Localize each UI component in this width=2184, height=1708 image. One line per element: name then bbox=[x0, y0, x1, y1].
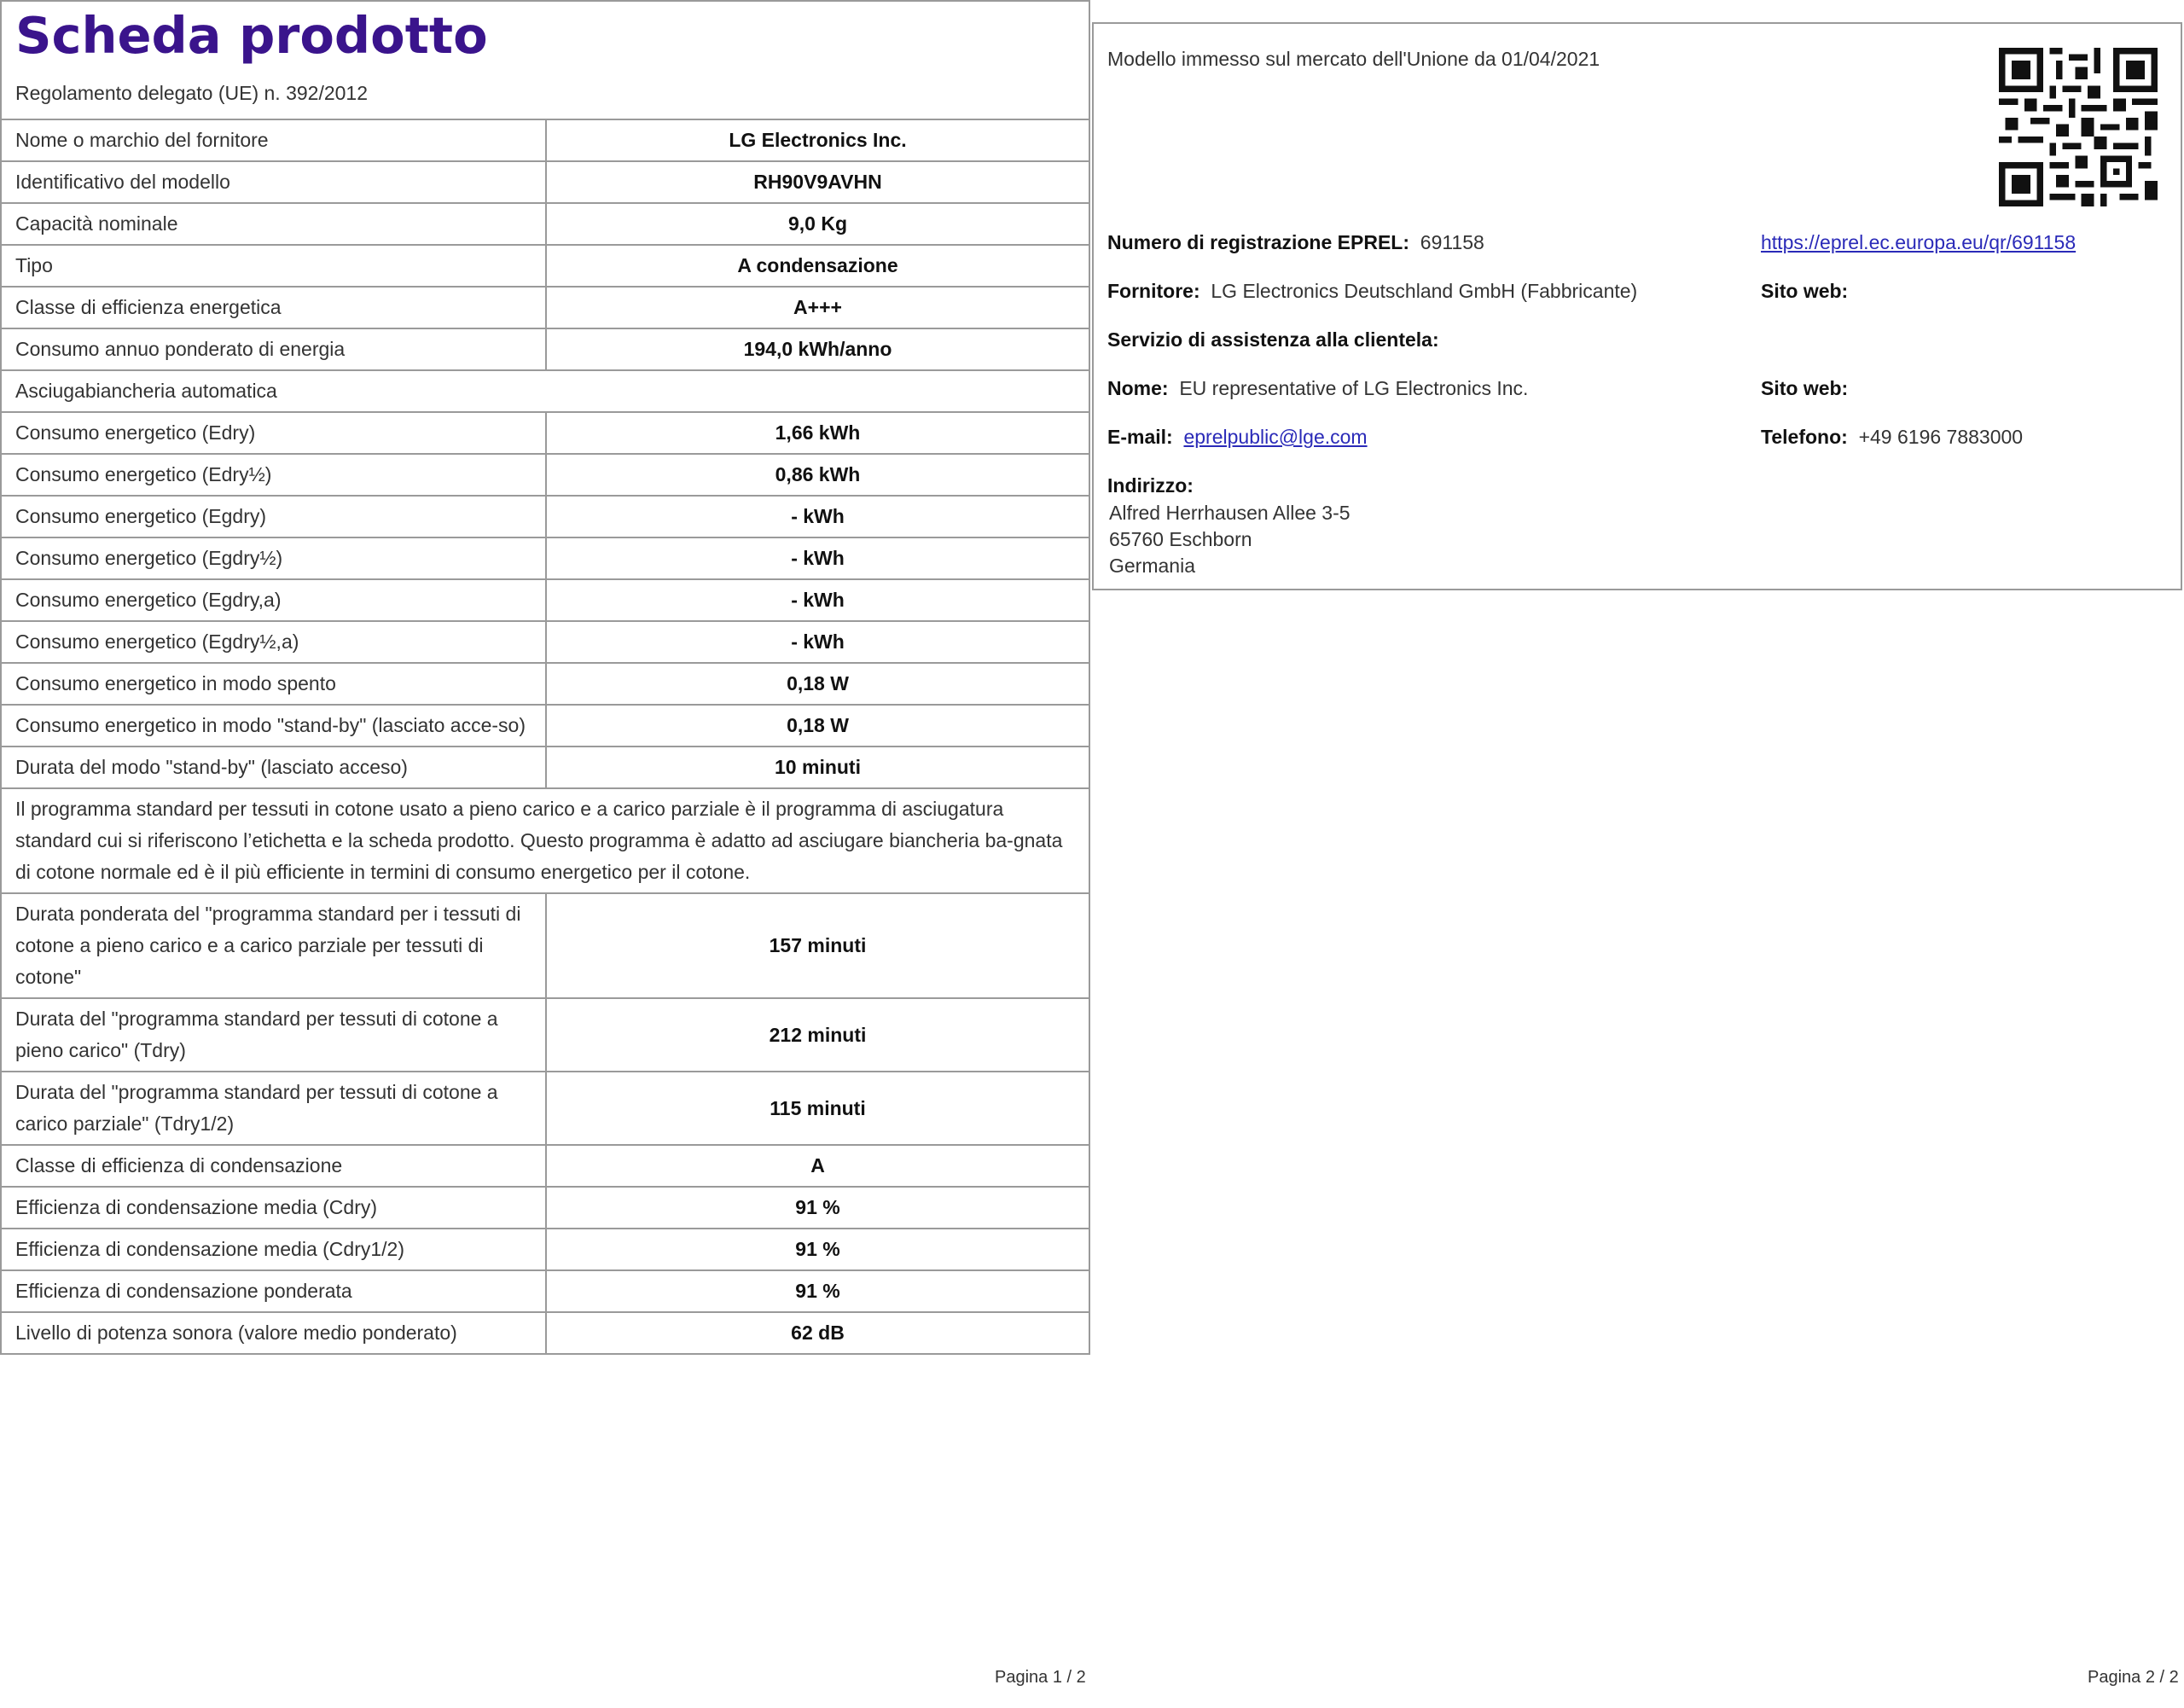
row-label: Consumo energetico (Egdry½) bbox=[2, 537, 546, 579]
row-label: Consumo energetico in modo "stand-by" (lasciato acce-so) bbox=[2, 705, 546, 747]
phone-value: +49 6196 7883000 bbox=[1858, 426, 2024, 448]
supplier-value: LG Electronics Deutschland GmbH (Fabbricante) bbox=[1211, 280, 1638, 302]
phone-row bbox=[1761, 426, 2023, 449]
row-value: 115 minuti bbox=[546, 1072, 1089, 1145]
row-label: Classe di efficienza energetica bbox=[2, 287, 546, 328]
row-label: Nome o marchio del fornitore bbox=[2, 120, 546, 161]
row-value: 10 minuti bbox=[546, 747, 1089, 788]
table-row bbox=[2, 1072, 1089, 1145]
row-value: 0,86 kWh bbox=[546, 454, 1089, 496]
eprel-row bbox=[1107, 231, 1484, 254]
table-row bbox=[2, 788, 1089, 893]
table-row bbox=[2, 1312, 1089, 1353]
customer-service-label: Servizio di assistenza alla clientela: bbox=[1107, 328, 1439, 351]
table-row bbox=[2, 705, 1089, 747]
row-value: 157 minuti bbox=[546, 893, 1089, 998]
table-row bbox=[2, 328, 1089, 370]
row-label: Consumo energetico in modo spento bbox=[2, 663, 546, 705]
row-label: Consumo annuo ponderato di energia bbox=[2, 328, 546, 370]
eprel-link[interactable]: https://eprel.ec.europa.eu/qr/691158 bbox=[1761, 231, 2077, 253]
row-value: - kWh bbox=[546, 496, 1089, 537]
table-row bbox=[2, 203, 1089, 245]
qr-code-icon bbox=[1999, 48, 2158, 206]
row-label: Tipo bbox=[2, 245, 546, 287]
row-label: Efficienza di condensazione ponderata bbox=[2, 1270, 546, 1312]
table-row bbox=[2, 621, 1089, 663]
row-label: Livello di potenza sonora (valore medio ponderato) bbox=[2, 1312, 546, 1353]
row-value: - kWh bbox=[546, 537, 1089, 579]
regulation-text: Regolamento delegato (UE) n. 392/2012 bbox=[15, 82, 369, 104]
table-row bbox=[2, 663, 1089, 705]
row-value: A bbox=[546, 1145, 1089, 1187]
name-label: Nome: bbox=[1107, 377, 1169, 399]
email-row bbox=[1107, 426, 1368, 449]
full-width-cell: Asciugabiancheria automatica bbox=[2, 370, 1089, 412]
row-value: 62 dB bbox=[546, 1312, 1089, 1353]
table-row bbox=[2, 1187, 1089, 1229]
row-value: A+++ bbox=[546, 287, 1089, 328]
table-row bbox=[2, 287, 1089, 328]
eprel-label: Numero di registrazione EPREL: bbox=[1107, 231, 1410, 253]
email-link[interactable]: eprelpublic@lge.com bbox=[1183, 426, 1368, 448]
address-line-2: 65760 Eschborn bbox=[1109, 528, 1252, 550]
row-label: Consumo energetico (Edry) bbox=[2, 412, 546, 454]
table-row bbox=[2, 1145, 1089, 1187]
table-row bbox=[2, 1270, 1089, 1312]
supplier-row bbox=[1107, 280, 1637, 303]
page-title: Scheda prodotto bbox=[15, 6, 488, 65]
table-row bbox=[2, 161, 1089, 203]
name-value: EU representative of LG Electronics Inc. bbox=[1179, 377, 1529, 399]
product-sheet bbox=[0, 0, 1090, 1355]
row-label: Durata del modo "stand-by" (lasciato acceso) bbox=[2, 747, 546, 788]
row-value: 0,18 W bbox=[546, 663, 1089, 705]
sheet-header bbox=[2, 2, 1089, 120]
table-row bbox=[2, 496, 1089, 537]
row-value: - kWh bbox=[546, 621, 1089, 663]
row-value: 91 % bbox=[546, 1187, 1089, 1229]
spec-table bbox=[2, 120, 1089, 1353]
row-value: 0,18 W bbox=[546, 705, 1089, 747]
table-row bbox=[2, 747, 1089, 788]
supplier-label: Fornitore: bbox=[1107, 280, 1200, 302]
row-label: Efficienza di condensazione media (Cdry) bbox=[2, 1187, 546, 1229]
address-line-1: Alfred Herrhausen Allee 3-5 bbox=[1109, 502, 1350, 524]
table-row bbox=[2, 998, 1089, 1072]
row-value: 194,0 kWh/anno bbox=[546, 328, 1089, 370]
page-number-1: Pagina 1 / 2 bbox=[995, 1668, 1086, 1687]
row-label: Identificativo del modello bbox=[2, 161, 546, 203]
row-label: Durata del "programma standard per tessuti di cotone a carico parziale" (Tdry1/2) bbox=[2, 1072, 546, 1145]
name-row bbox=[1107, 377, 1528, 400]
address-label: Indirizzo: bbox=[1107, 474, 1194, 497]
table-row bbox=[2, 120, 1089, 161]
table-row bbox=[2, 412, 1089, 454]
row-label: Consumo energetico (Egdry½,a) bbox=[2, 621, 546, 663]
row-value: A condensazione bbox=[546, 245, 1089, 287]
eprel-number: 691158 bbox=[1420, 231, 1484, 253]
address-line-3: Germania bbox=[1109, 555, 1195, 577]
row-value: 91 % bbox=[546, 1270, 1089, 1312]
row-label: Consumo energetico (Egdry,a) bbox=[2, 579, 546, 621]
row-label: Durata ponderata del "programma standard per i tessuti di cotone a pieno carico e a carico parziale per tessuti di cotone" bbox=[2, 893, 546, 998]
row-label: Durata del "programma standard per tessuti di cotone a pieno carico" (Tdry) bbox=[2, 998, 546, 1072]
info-panel bbox=[1092, 22, 2182, 590]
page-number-2: Pagina 2 / 2 bbox=[2088, 1668, 2179, 1687]
row-value: LG Electronics Inc. bbox=[729, 129, 907, 151]
row-value: 212 minuti bbox=[546, 998, 1089, 1072]
table-row bbox=[2, 579, 1089, 621]
row-value: 1,66 kWh bbox=[546, 412, 1089, 454]
row-value: RH90V9AVHN bbox=[546, 161, 1089, 203]
row-label: Efficienza di condensazione media (Cdry1/2) bbox=[2, 1229, 546, 1270]
row-label: Consumo energetico (Egdry) bbox=[2, 496, 546, 537]
row-value: 9,0 Kg bbox=[546, 203, 1089, 245]
row-label: Consumo energetico (Edry½) bbox=[2, 454, 546, 496]
table-row bbox=[2, 245, 1089, 287]
table-row bbox=[2, 893, 1089, 998]
email-label: E-mail: bbox=[1107, 426, 1173, 448]
table-row bbox=[2, 370, 1089, 412]
phone-label: Telefono: bbox=[1761, 426, 1848, 448]
table-row bbox=[2, 1229, 1089, 1270]
table-row bbox=[2, 537, 1089, 579]
row-value: 91 % bbox=[546, 1229, 1089, 1270]
table-row bbox=[2, 454, 1089, 496]
website-label: Sito web: bbox=[1761, 280, 1849, 302]
full-width-cell: Il programma standard per tessuti in cotone usato a pieno carico e a carico parziale è il programma di asciugatura standard cui si riferiscono l’etichetta e la scheda prodotto. Questo programma è adatto ad asciugare biancheria ba-gnata di cotone normale ed è il più efficiente in termini di consumo energetico per il cotone. bbox=[2, 788, 1089, 893]
row-label: Classe di efficienza di condensazione bbox=[2, 1145, 546, 1187]
website-label-2: Sito web: bbox=[1761, 377, 1849, 399]
row-label: Capacità nominale bbox=[2, 203, 546, 245]
market-date-text: Modello immesso sul mercato dell'Unione da 01/04/2021 bbox=[1107, 48, 1600, 70]
row-value: - kWh bbox=[546, 579, 1089, 621]
